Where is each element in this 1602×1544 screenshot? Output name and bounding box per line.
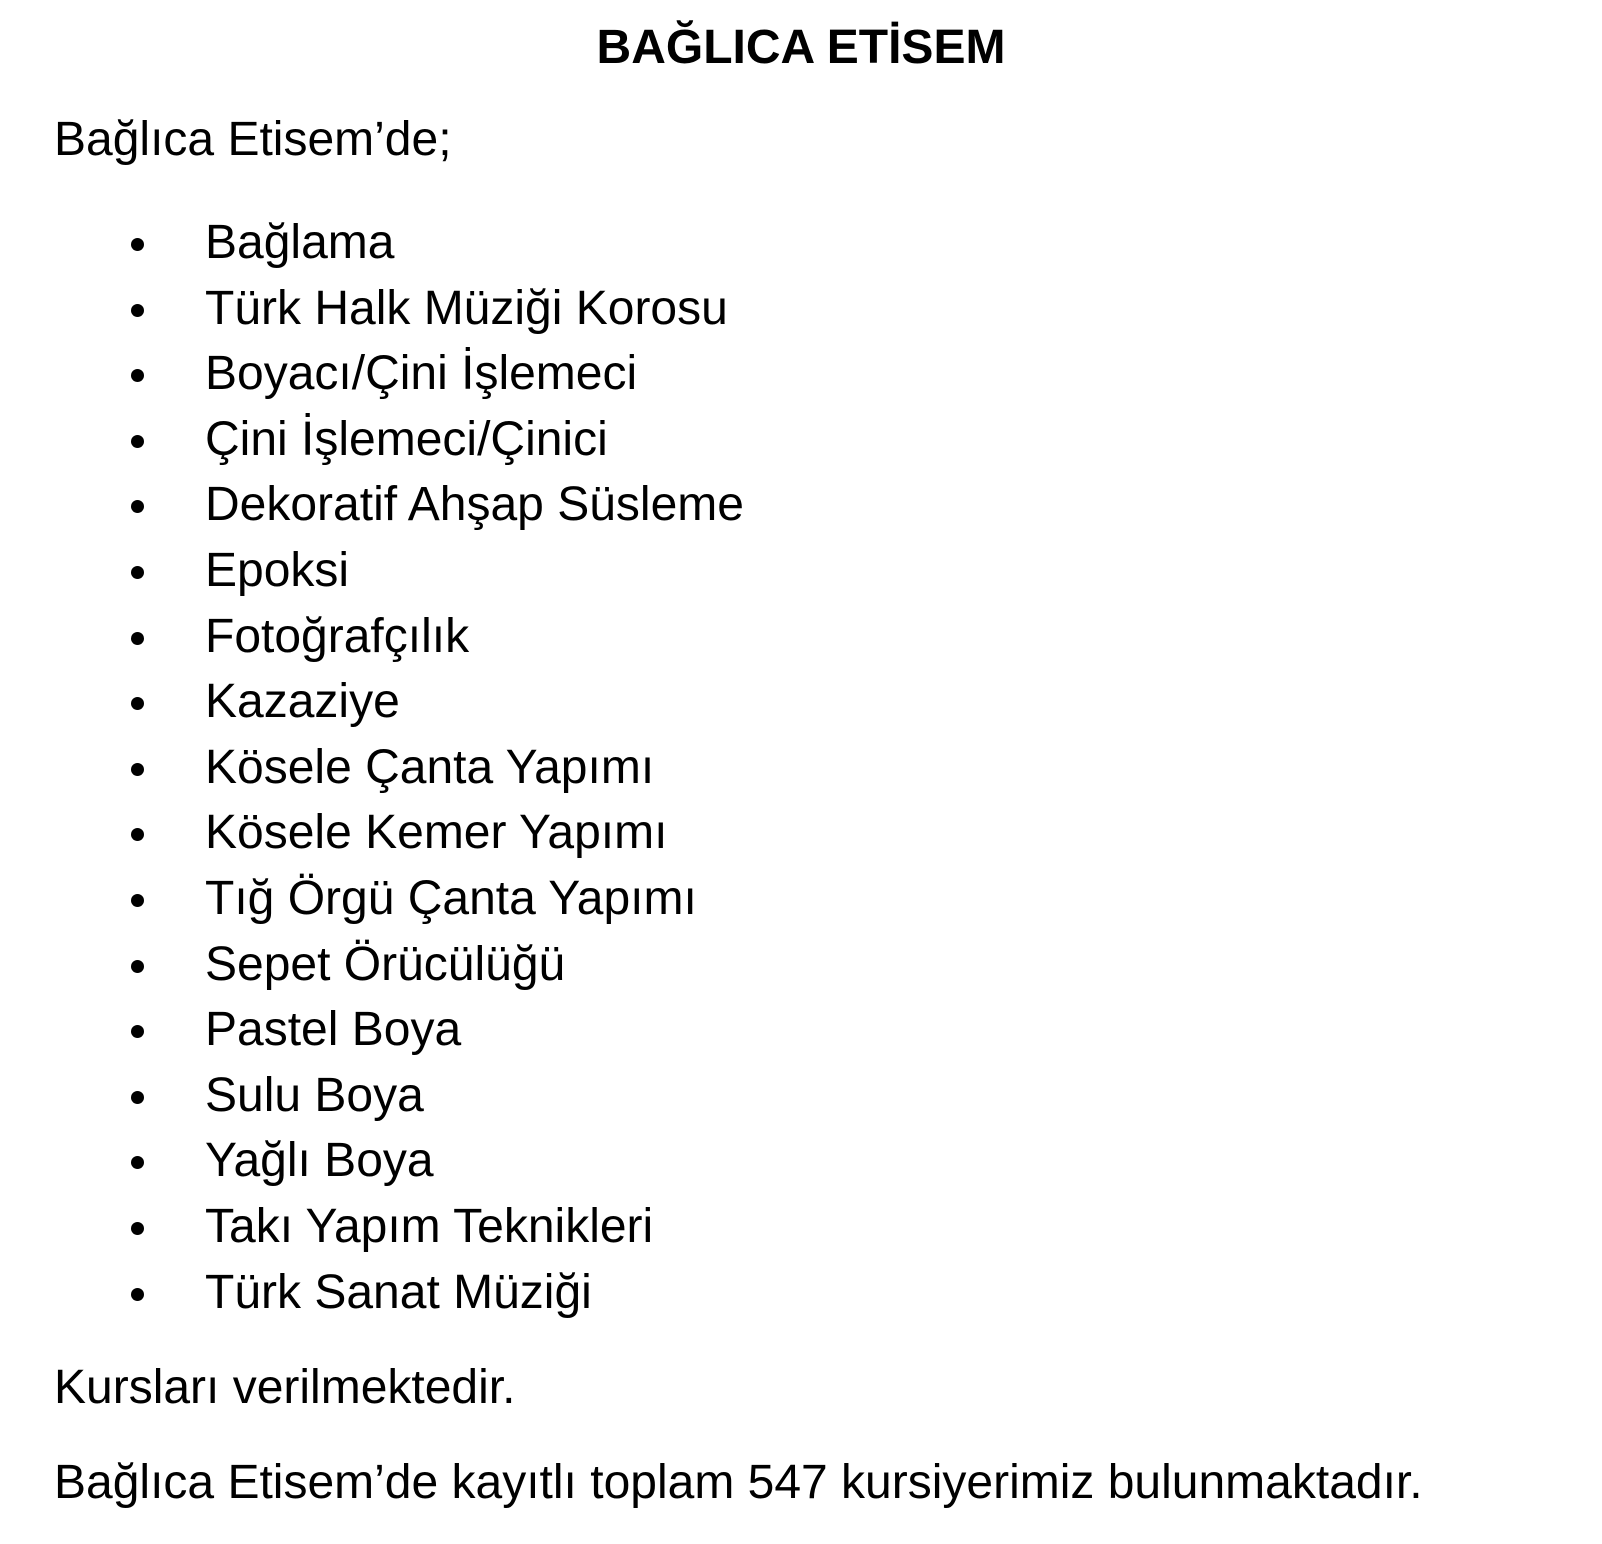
summary-text: Bağlıca Etisem’de kayıtlı toplam 547 kursiyerimiz bulunmaktadır.	[54, 1456, 1423, 1509]
bullet-icon	[131, 697, 144, 710]
bullet-icon	[131, 1025, 144, 1038]
document-title: BAĞLICA ETİSEM	[596, 21, 1006, 74]
bullet-icon	[131, 304, 144, 317]
course-label: Pastel Boya	[205, 1003, 462, 1057]
course-label: Sepet Örücülüğü	[205, 937, 566, 991]
bullet-icon	[131, 566, 144, 579]
bullet-icon	[131, 238, 144, 251]
outro-text: Kursları verilmektedir.	[54, 1361, 516, 1414]
bullet-icon	[131, 1156, 144, 1169]
course-label: Kazaziye	[205, 675, 400, 729]
bullet-icon	[131, 369, 144, 382]
course-label: Takı Yapım Teknikleri	[205, 1199, 654, 1253]
course-label: Bağlama	[205, 216, 395, 269]
course-label: Yağlı Boya	[205, 1134, 434, 1188]
bullet-icon	[131, 1222, 144, 1235]
course-label: Epoksi	[205, 543, 350, 597]
bullet-icon	[131, 960, 144, 973]
intro-text: Bağlıca Etisem’de;	[54, 113, 452, 166]
course-label: Türk Halk Müziği Korosu	[205, 281, 728, 335]
course-label: Tığ Örgü Çanta Yapımı	[205, 871, 697, 925]
bullet-icon	[131, 894, 144, 907]
bullet-icon	[131, 1288, 144, 1301]
course-label: Kösele Çanta Yapımı	[205, 740, 655, 794]
course-label: Kösele Kemer Yapımı	[205, 806, 668, 860]
course-label: Türk Sanat Müziği	[205, 1265, 592, 1319]
bullet-icon	[131, 632, 144, 645]
course-label: Boyacı/Çini İşlemeci	[205, 347, 638, 401]
course-label: Çini İşlemeci/Çinici	[205, 412, 608, 466]
bullet-icon	[131, 435, 144, 448]
course-label: Sulu Boya	[205, 1068, 424, 1122]
bullet-icon	[131, 763, 144, 776]
bullet-icon	[131, 1091, 144, 1104]
course-label: Dekoratif Ahşap Süsleme	[205, 478, 744, 532]
bullet-icon	[131, 828, 144, 841]
bullet-icon	[131, 500, 144, 513]
course-label: Fotoğrafçılık	[205, 609, 470, 663]
